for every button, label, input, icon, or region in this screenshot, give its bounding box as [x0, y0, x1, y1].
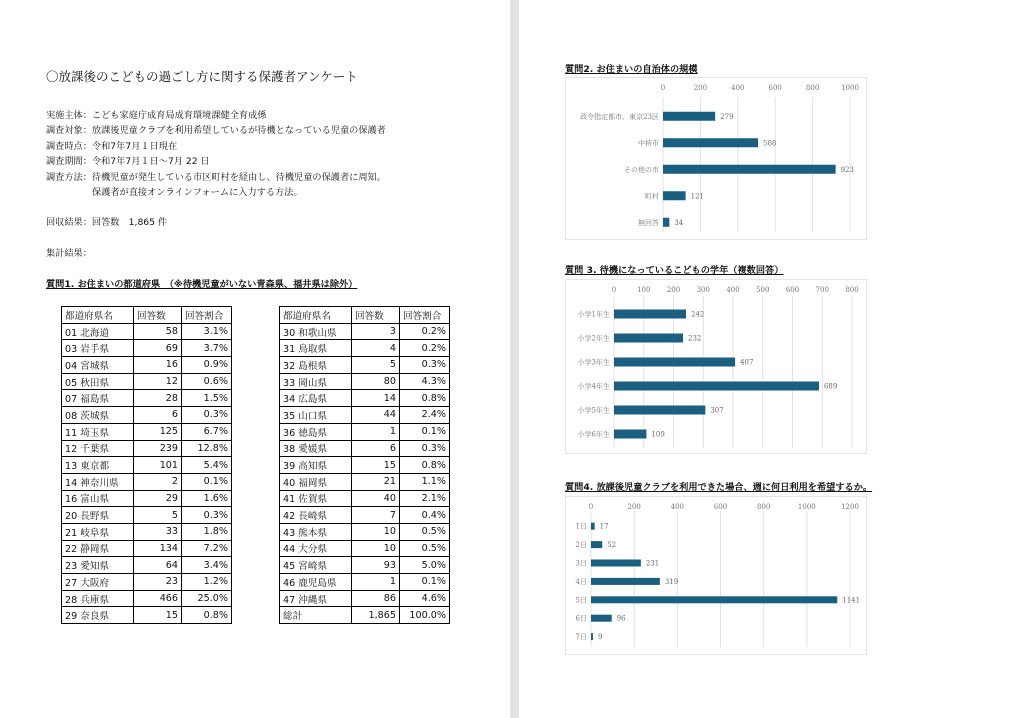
- category-label: 小学2年生: [577, 334, 610, 343]
- prefecture-name: 43 熊本県: [280, 523, 352, 540]
- prefecture-name: 34 広島県: [280, 390, 352, 407]
- tick-label: 400: [670, 503, 685, 511]
- response-ratio: 0.1%: [400, 574, 450, 591]
- q4-chart: [565, 496, 867, 655]
- table-row: [62, 423, 232, 440]
- category-label: その他の市: [624, 165, 659, 174]
- response-count: 14: [352, 390, 400, 407]
- response-ratio: 0.5%: [400, 540, 450, 557]
- table-row: [280, 440, 450, 457]
- prefecture-name: 41 佐賀県: [280, 490, 352, 507]
- response-ratio: 0.8%: [400, 390, 450, 407]
- bar: [663, 138, 758, 147]
- bar: [663, 112, 715, 121]
- bar: [591, 596, 837, 603]
- survey-info: [46, 108, 386, 261]
- response-count: 5: [352, 357, 400, 374]
- info-point: 調査時点：令和7年7月１日現在: [46, 140, 178, 152]
- tick-label: 800: [845, 286, 859, 294]
- response-count: 6: [352, 440, 400, 457]
- table-row: [62, 357, 232, 374]
- response-count: 80: [352, 373, 400, 390]
- data-label: 232: [688, 334, 702, 343]
- tick-label: 200: [666, 286, 681, 294]
- response-count: 16: [134, 357, 182, 374]
- data-label: 96: [616, 614, 626, 623]
- response-count: 1: [352, 423, 400, 440]
- response-count: 33: [134, 523, 182, 540]
- prefecture-name: 16 富山県: [62, 490, 134, 507]
- bar: [614, 358, 735, 367]
- response-ratio: 0.3%: [182, 407, 232, 424]
- prefecture-name: 47 沖縄県: [280, 590, 352, 607]
- prefecture-name: 22 静岡県: [62, 540, 134, 557]
- response-count: 21: [352, 473, 400, 490]
- response-count: 4: [352, 340, 400, 357]
- bar: [663, 165, 836, 174]
- response-count: 12: [134, 373, 182, 390]
- table-row: [280, 540, 450, 557]
- table-row: [280, 390, 450, 407]
- prefecture-name: 46 鹿児島県: [280, 574, 352, 591]
- data-label: 508: [762, 139, 777, 148]
- prefecture-table-left: [61, 306, 232, 624]
- data-label: 307: [710, 406, 724, 415]
- table-header-row: [280, 307, 450, 324]
- info-period: 調査期間：令和7年7月１日～7月 22 日: [46, 156, 210, 168]
- data-label: 231: [645, 559, 660, 568]
- data-label: 279: [720, 112, 734, 121]
- prefecture-name: 36 徳島県: [280, 423, 352, 440]
- bar: [591, 560, 641, 567]
- category-label: 3日: [575, 559, 587, 568]
- category-label: 7日: [575, 633, 587, 642]
- response-ratio: 2.4%: [400, 407, 450, 424]
- q1-heading: 質問1. お住まいの都道府県 （※待機児童がいない青森県、福井県は除外）: [46, 279, 358, 290]
- category-label: 小学4年生: [577, 382, 610, 391]
- response-ratio: 2.1%: [400, 490, 450, 507]
- response-ratio: 0.1%: [182, 473, 232, 490]
- category-label: 町村: [645, 192, 659, 201]
- response-count: 466: [134, 590, 182, 607]
- prefecture-name: 28 兵庫県: [62, 590, 134, 607]
- prefecture-name: 総計: [280, 607, 352, 624]
- response-count: 93: [352, 557, 400, 574]
- table-row: [62, 557, 232, 574]
- table-row: [62, 373, 232, 390]
- response-ratio: 25.0%: [182, 590, 232, 607]
- tick-label: 300: [696, 286, 710, 294]
- bar: [614, 382, 819, 391]
- response-ratio: 0.8%: [182, 607, 232, 624]
- prefecture-name: 33 岡山県: [280, 373, 352, 390]
- response-ratio: 100.0%: [400, 607, 450, 624]
- tick-label: 600: [785, 286, 800, 294]
- category-label: 1日: [575, 522, 587, 531]
- tick-label: 1000: [797, 503, 816, 511]
- table-row: [62, 540, 232, 557]
- info-target: 調査対象：放課後児童クラブを利用希望しているが待機となっている児童の保護者: [46, 125, 386, 137]
- response-ratio: 0.4%: [400, 507, 450, 524]
- table-row: [62, 407, 232, 424]
- q4-heading: 質問4. 放課後児童クラブを利用できた場合、週に何日利用を希望するか。: [565, 482, 873, 493]
- total-row: [280, 607, 450, 624]
- prefecture-name: 27 大阪府: [62, 574, 134, 591]
- table-row: [62, 473, 232, 490]
- response-count: 134: [134, 540, 182, 557]
- bar: [614, 334, 683, 343]
- category-label: 小学5年生: [577, 406, 610, 415]
- response-ratio: 1.6%: [182, 490, 232, 507]
- column-header: 回答数: [134, 307, 182, 324]
- tick-label: 200: [693, 84, 708, 92]
- q2-chart-svg: [566, 78, 866, 239]
- bar: [614, 406, 705, 415]
- prefecture-name: 32 島根県: [280, 357, 352, 374]
- table-row: [62, 390, 232, 407]
- tick-label: 700: [815, 286, 829, 294]
- prefecture-name: 08 茨城県: [62, 407, 134, 424]
- response-count: 15: [134, 607, 182, 624]
- prefecture-name: 03 岩手県: [62, 340, 134, 357]
- bar: [663, 218, 669, 227]
- bar: [591, 578, 660, 585]
- tick-label: 100: [637, 286, 651, 294]
- bar: [591, 541, 602, 548]
- response-ratio: 0.3%: [182, 507, 232, 524]
- prefecture-name: 45 宮崎県: [280, 557, 352, 574]
- table-row: [280, 340, 450, 357]
- response-ratio: 3.4%: [182, 557, 232, 574]
- q3-chart-svg: [566, 280, 866, 453]
- table-row: [280, 357, 450, 374]
- info-method-cont: 保護者が直接オンラインフォームに入力する方法。: [92, 187, 303, 199]
- response-ratio: 0.3%: [400, 440, 450, 457]
- prefecture-name: 23 愛知県: [62, 557, 134, 574]
- category-label: 小学3年生: [577, 358, 610, 367]
- prefecture-name: 38 愛媛県: [280, 440, 352, 457]
- category-label: 5日: [575, 596, 587, 605]
- table-row: [280, 457, 450, 474]
- prefecture-name: 44 大分県: [280, 540, 352, 557]
- tick-label: 1000: [841, 84, 859, 92]
- response-count: 28: [134, 390, 182, 407]
- table-row: [62, 574, 232, 591]
- data-label: 52: [607, 541, 617, 550]
- column-header: 都道府県名: [62, 307, 134, 324]
- category-label: 小学6年生: [577, 430, 610, 439]
- prefecture-table-right: [279, 306, 450, 624]
- bar: [614, 310, 686, 319]
- info-method: 調査方法：待機児童が発生している市区町村を経由し、待機児童の保護者に周知。: [46, 171, 386, 183]
- data-label: 923: [840, 165, 854, 174]
- response-count: 69: [134, 340, 182, 357]
- table-row: [62, 523, 232, 540]
- response-ratio: 1.1%: [400, 473, 450, 490]
- response-ratio: 0.9%: [182, 357, 232, 374]
- info-collection: 回収結果：回答数 1,865 件: [46, 217, 168, 229]
- response-ratio: 6.7%: [182, 423, 232, 440]
- prefecture-name: 14 神奈川県: [62, 473, 134, 490]
- prefecture-name: 01 北海道: [62, 323, 134, 340]
- response-count: 1: [352, 574, 400, 591]
- response-count: 10: [352, 523, 400, 540]
- response-count: 3: [352, 323, 400, 340]
- table-row: [280, 473, 450, 490]
- response-ratio: 5.0%: [400, 557, 450, 574]
- response-ratio: 1.5%: [182, 390, 232, 407]
- table-row: [280, 323, 450, 340]
- response-ratio: 0.6%: [182, 373, 232, 390]
- prefecture-name: 35 山口県: [280, 407, 352, 424]
- response-ratio: 0.2%: [400, 340, 450, 357]
- q3-heading: 質問 3. 待機になっているこどもの学年（複数回答）: [565, 265, 784, 276]
- data-label: 319: [664, 577, 679, 586]
- prefecture-name: 11 埼玉県: [62, 423, 134, 440]
- prefecture-name: 13 東京都: [62, 457, 134, 474]
- tick-label: 0: [611, 286, 617, 294]
- response-count: 58: [134, 323, 182, 340]
- table-row: [280, 407, 450, 424]
- column-header: 回答数: [352, 307, 400, 324]
- category-label: 4日: [575, 577, 587, 586]
- page-separator: [510, 0, 519, 718]
- response-ratio: 3.1%: [182, 323, 232, 340]
- response-count: 29: [134, 490, 182, 507]
- data-label: 407: [740, 358, 754, 367]
- response-ratio: 3.7%: [182, 340, 232, 357]
- response-count: 2: [134, 473, 182, 490]
- response-count: 10: [352, 540, 400, 557]
- bar: [614, 430, 646, 439]
- page-title: 〇放課後のこどもの過ごし方に関する保護者アンケート: [46, 69, 358, 84]
- response-count: 5: [134, 507, 182, 524]
- response-count: 86: [352, 590, 400, 607]
- tick-label: 0: [660, 84, 666, 92]
- response-count: 125: [134, 423, 182, 440]
- response-ratio: 0.1%: [400, 423, 450, 440]
- response-ratio: 12.8%: [182, 440, 232, 457]
- response-ratio: 0.3%: [400, 357, 450, 374]
- data-label: 34: [674, 218, 684, 227]
- column-header: 都道府県名: [280, 307, 352, 324]
- prefecture-name: 21 岐阜県: [62, 523, 134, 540]
- data-label: 121: [690, 192, 705, 201]
- tick-label: 200: [627, 503, 641, 511]
- tick-label: 600: [713, 503, 728, 511]
- table-row: [280, 490, 450, 507]
- q2-chart: [565, 77, 867, 240]
- response-count: 1,865: [352, 607, 400, 624]
- prefecture-name: 05 秋田県: [62, 373, 134, 390]
- prefecture-name: 20 長野県: [62, 507, 134, 524]
- q2-heading: 質問2. お住まいの自治体の規模: [565, 64, 698, 75]
- prefecture-name: 29 奈良県: [62, 607, 134, 624]
- table-row: [62, 490, 232, 507]
- data-label: 1141: [842, 596, 861, 605]
- prefecture-name: 30 和歌山県: [280, 323, 352, 340]
- prefecture-name: 12 千葉県: [62, 440, 134, 457]
- bar: [591, 615, 612, 622]
- category-label: 2日: [575, 541, 587, 550]
- tick-label: 800: [756, 503, 771, 511]
- table-row: [280, 590, 450, 607]
- bar: [591, 633, 593, 640]
- tick-label: 0: [588, 503, 594, 511]
- q4-chart-svg: [566, 497, 866, 654]
- response-count: 7: [352, 507, 400, 524]
- table-row: [280, 373, 450, 390]
- category-label: 小学1年生: [577, 310, 610, 319]
- column-header: 回答割合: [182, 307, 232, 324]
- category-label: 中核市: [638, 139, 659, 148]
- tick-label: 400: [731, 84, 745, 92]
- data-label: 17: [599, 522, 609, 531]
- table-row: [62, 457, 232, 474]
- data-label: 242: [690, 310, 705, 319]
- tick-label: 800: [805, 84, 820, 92]
- q3-chart: [565, 279, 867, 454]
- prefecture-name: 31 鳥取県: [280, 340, 352, 357]
- table-row: [62, 340, 232, 357]
- response-count: 44: [352, 407, 400, 424]
- table-row: [62, 607, 232, 624]
- response-ratio: 1.8%: [182, 523, 232, 540]
- column-header: 回答割合: [400, 307, 450, 324]
- prefecture-name: 42 長崎県: [280, 507, 352, 524]
- data-label: 9: [597, 633, 603, 642]
- category-label: 政令指定都市、東京23区: [580, 112, 659, 121]
- table-row: [280, 574, 450, 591]
- category-label: 6日: [575, 614, 587, 623]
- data-label: 689: [823, 382, 838, 391]
- response-count: 239: [134, 440, 182, 457]
- response-ratio: 4.6%: [400, 590, 450, 607]
- response-ratio: 4.3%: [400, 373, 450, 390]
- prefecture-name: 39 高知県: [280, 457, 352, 474]
- table-row: [280, 507, 450, 524]
- response-count: 64: [134, 557, 182, 574]
- response-ratio: 1.2%: [182, 574, 232, 591]
- table-header-row: [62, 307, 232, 324]
- response-ratio: 0.2%: [400, 323, 450, 340]
- response-count: 15: [352, 457, 400, 474]
- table-row: [280, 523, 450, 540]
- response-count: 6: [134, 407, 182, 424]
- tick-label: 600: [768, 84, 782, 92]
- response-count: 40: [352, 490, 400, 507]
- tick-label: 400: [726, 286, 740, 294]
- table-row: [62, 507, 232, 524]
- category-label: 無回答: [638, 218, 659, 227]
- response-count: 23: [134, 574, 182, 591]
- table-row: [280, 423, 450, 440]
- response-ratio: 0.8%: [400, 457, 450, 474]
- table-row: [62, 440, 232, 457]
- info-implementer: 実施主体：こども家庭庁成育局成育環境課健全育成係: [46, 110, 267, 121]
- bar: [663, 191, 686, 200]
- response-ratio: 7.2%: [182, 540, 232, 557]
- table-row: [62, 590, 232, 607]
- response-count: 101: [134, 457, 182, 474]
- prefecture-name: 07 福島県: [62, 390, 134, 407]
- tick-label: 1200: [841, 503, 859, 511]
- bar: [591, 523, 595, 530]
- prefecture-name: 40 福岡県: [280, 473, 352, 490]
- table-row: [280, 557, 450, 574]
- table-row: [62, 323, 232, 340]
- info-results: 集計結果：: [46, 247, 92, 259]
- tick-label: 500: [756, 286, 770, 294]
- prefecture-name: 04 宮城県: [62, 357, 134, 374]
- response-ratio: 5.4%: [182, 457, 232, 474]
- response-ratio: 0.5%: [400, 523, 450, 540]
- data-label: 109: [651, 430, 665, 439]
